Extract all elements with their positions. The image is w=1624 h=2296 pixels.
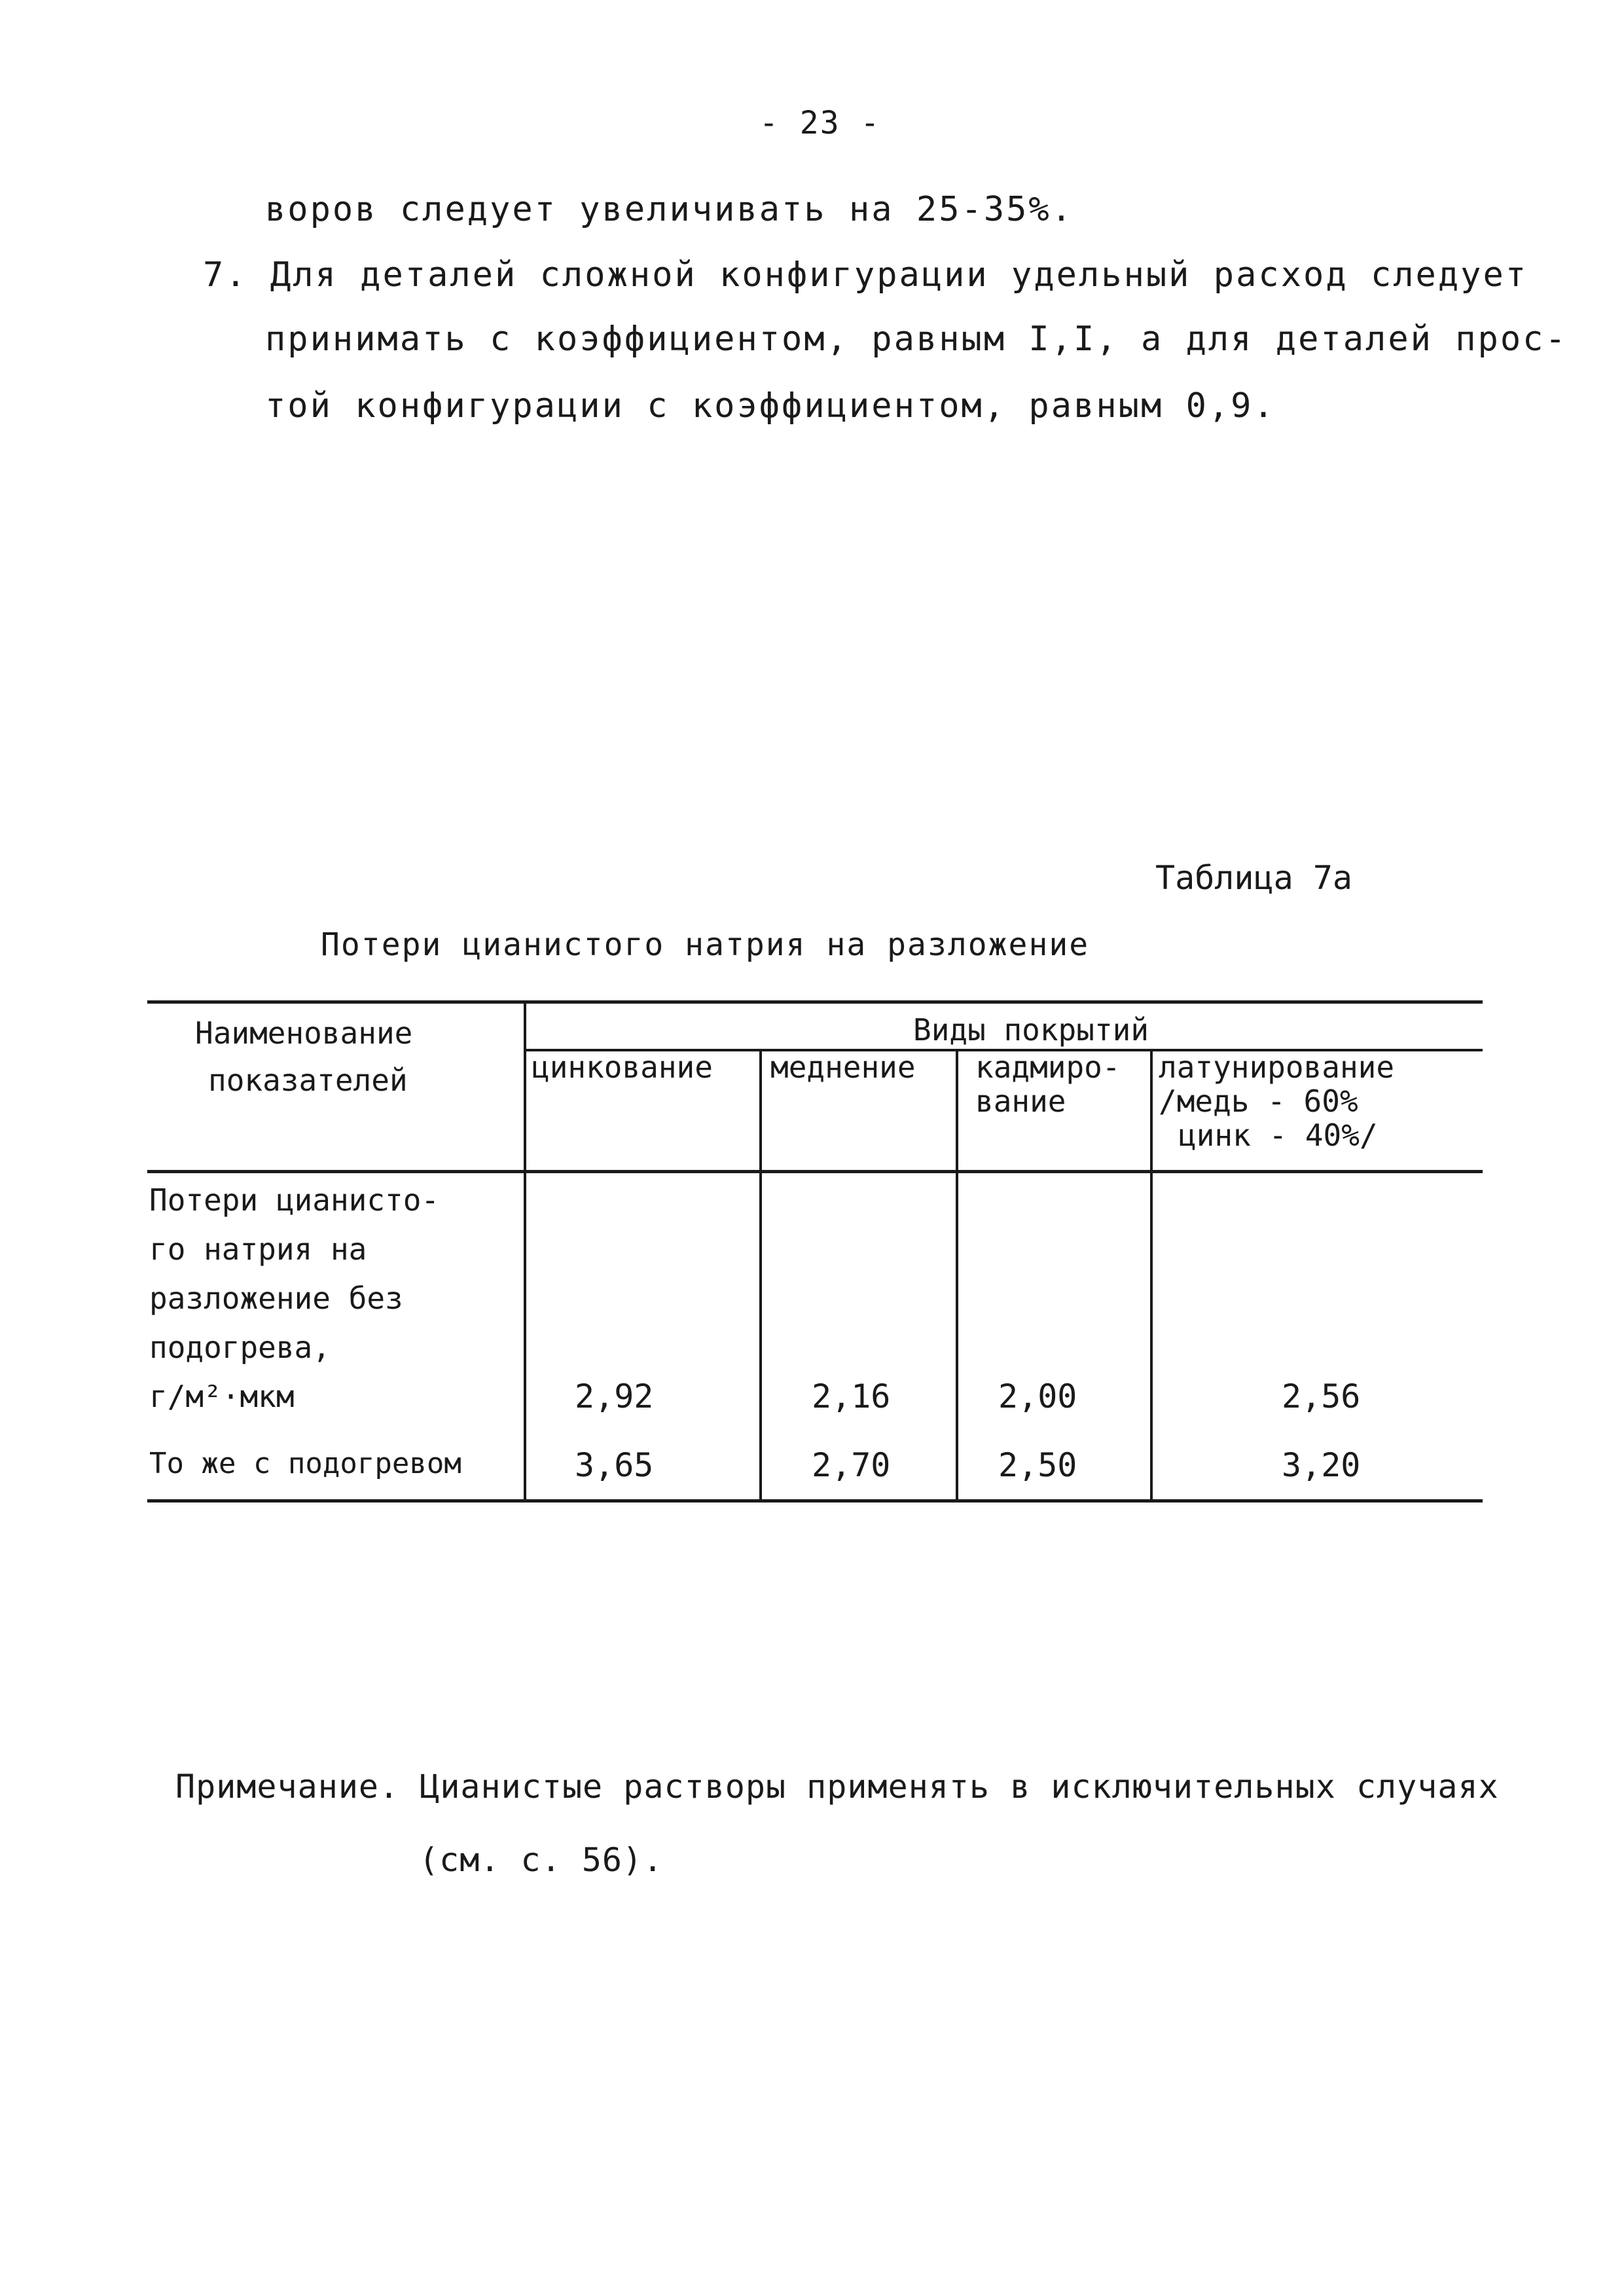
- table-rule: [956, 1050, 958, 1503]
- table-rule: [759, 1050, 762, 1503]
- table-cell: 2,70: [812, 1446, 891, 1484]
- row-name-line: Потери цианисто-: [149, 1182, 440, 1218]
- header-col: цинкование: [532, 1049, 713, 1085]
- row-name-line: То же с подогревом: [149, 1447, 461, 1480]
- table-rule: [1150, 1050, 1153, 1503]
- paragraph-line: принимать с коэффициентом, равным I,I, а для деталей прос-: [265, 319, 1568, 359]
- row-name-line: г/м²·мкм: [149, 1379, 295, 1414]
- table-cell: 3,20: [1282, 1446, 1361, 1484]
- header-group: Виды покрытий: [913, 1012, 1149, 1048]
- table-rule: [524, 1000, 526, 1503]
- table-title: Потери цианистого натрия на разложение: [321, 926, 1090, 963]
- table-cell: 2,16: [812, 1377, 891, 1415]
- table-cell: 2,56: [1282, 1377, 1361, 1415]
- header-col: кадмиро-: [975, 1049, 1121, 1085]
- header-col: меднение: [770, 1049, 916, 1085]
- page-number: - 23 -: [759, 105, 881, 141]
- header-name-line: показателей: [208, 1063, 408, 1098]
- note-line: Примечание. Цианистые растворы применять в исключительных случаях: [175, 1768, 1499, 1806]
- table-cell: 2,50: [998, 1446, 1077, 1484]
- paragraph-line: той конфигурации с коэффициентом, равным 0,9.: [265, 386, 1276, 426]
- table-cell: 3,65: [575, 1446, 654, 1484]
- table-rule: [147, 1000, 1483, 1004]
- paragraph-line: воров следует увеличивать на 25-35%.: [265, 190, 1074, 229]
- header-col: цинк - 40%/: [1178, 1118, 1378, 1153]
- row-name-line: подогрева,: [149, 1330, 331, 1365]
- header-col: латунирование: [1159, 1049, 1395, 1085]
- header-col: /медь - 60%: [1159, 1084, 1358, 1119]
- paragraph-line: 7. Для деталей сложной конфигурации удельный расход следует: [203, 255, 1528, 295]
- header-col: вание: [975, 1084, 1066, 1119]
- table-label: Таблица 7а: [1155, 859, 1353, 897]
- table-rule: [147, 1170, 1483, 1173]
- row-name-line: разложение без: [149, 1281, 403, 1316]
- table-cell: 2,00: [998, 1377, 1077, 1415]
- table-cell: 2,92: [575, 1377, 654, 1415]
- table-rule: [147, 1499, 1483, 1503]
- row-name-line: го натрия на: [149, 1231, 367, 1267]
- note-line: (см. с. 56).: [419, 1841, 664, 1879]
- header-name-line: Наименование: [195, 1015, 413, 1051]
